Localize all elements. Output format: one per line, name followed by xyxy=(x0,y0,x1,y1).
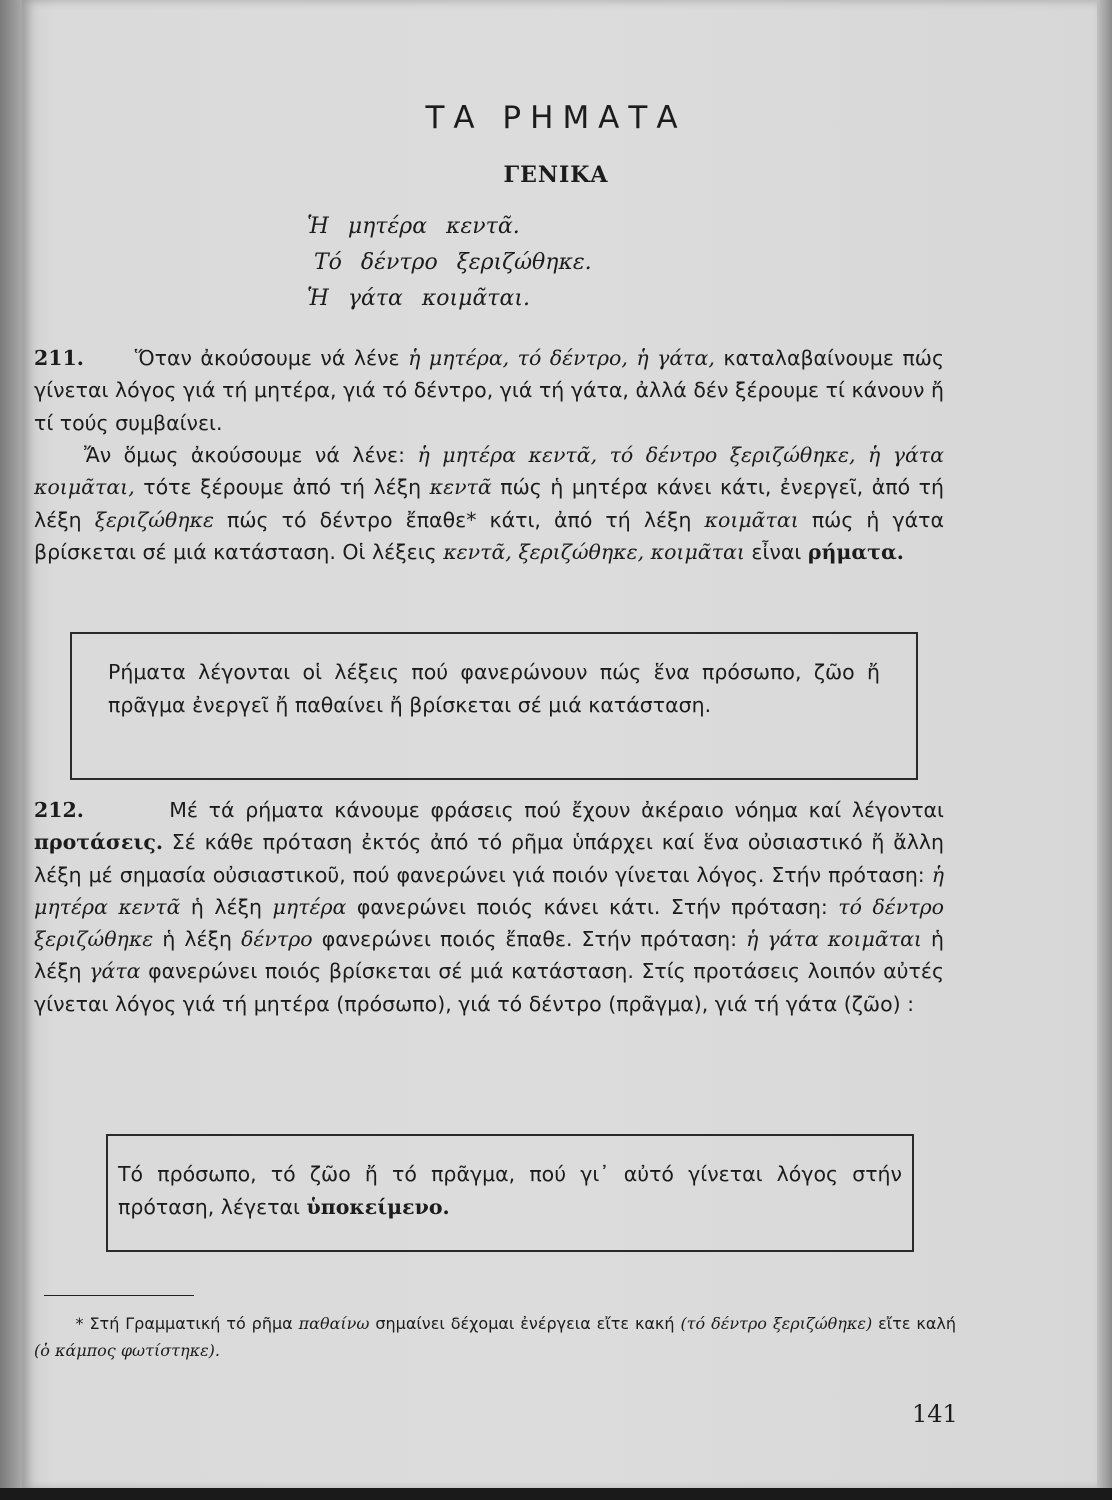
italic-run: κεντᾶ xyxy=(429,475,492,500)
italic-run: γάτα xyxy=(89,959,141,984)
bold-term: προτάσεις. xyxy=(34,830,163,855)
footnote-rule xyxy=(44,1295,194,1296)
italic-run: δέντρο xyxy=(241,927,313,952)
paragraph-212 xyxy=(34,794,944,1020)
text-run: Μέ τά ρήματα κάνουμε φράσεις πού ἔχουν ἀκέραιο νόημα καί λέγονται xyxy=(169,798,944,822)
text-run: * Στή Γραμματική τό ρῆμα xyxy=(75,1314,299,1333)
text-run: ἡ λέξη xyxy=(153,927,242,952)
italic-run: μητέρα xyxy=(272,894,347,919)
text-run: καταλαβαίνουμε πώς γίνεται λόγος γιά τή μητέρα, γιά τό δέντρο, γιά τή γάτα, ἀλλά δέν ξέρουμε τί κάνουν ἤ τί τούς συμβαίνει. xyxy=(34,346,944,435)
paragraph-211-continued xyxy=(34,439,944,568)
example-sentence-3: Ἡ γάτα κοιμᾶται. xyxy=(307,286,530,311)
page-number: 141 xyxy=(912,1400,958,1428)
text-run: Ὅταν ἀκούσουμε νά λένε xyxy=(134,346,409,370)
section-subtitle: ΓΕΝΙΚΑ xyxy=(503,162,609,188)
definition-text: Ρήματα λέγονται οἱ λέξεις πού φανερώνουν πώς ἕνα πρόσωπο, ζῶο ἤ πρᾶγμα ἐνεργεῖ ἤ παθαίνει ἤ βρίσκεται σέ μιά κατάσταση. xyxy=(108,660,880,717)
example-sentence-1: Ἡ μητέρα κεντᾶ. xyxy=(307,214,520,239)
text-run: ἡ λέξη xyxy=(180,894,273,919)
text-run: εἶναι xyxy=(744,539,808,564)
paragraph-211 xyxy=(34,342,944,439)
text-run: πώς ἡ γάτα βρίσκεται σέ μιά κατάσταση. Οἱ λέξεις xyxy=(34,507,944,564)
italic-run: ξεριζώθηκε xyxy=(94,507,214,532)
bold-term: ὑποκείμενο. xyxy=(306,1194,450,1219)
page-bottom-edge xyxy=(0,1488,1112,1500)
book-spine-shadow xyxy=(0,0,22,1500)
text-run: εἴτε καλή xyxy=(872,1314,956,1333)
text-run: φανερώνει ποιός βρίσκεται σέ μιά κατάσταση. Στίς προτάσεις λοιπόν αὐτές γίνεται λόγος γιά τή μητέρα (πρόσωπο), γιά τό δέντρο (πρᾶγμα), γιά τή γάτα (ζῶο) : xyxy=(34,959,944,1016)
italic-run: ἡ μητέρα, τό δέντρο, ἡ γάτα, xyxy=(408,346,715,370)
italic-run: (τό δέντρο ξεριζώθηκε) xyxy=(680,1314,873,1333)
italic-run: τό δέντρο ξεριζώθηκε xyxy=(34,894,944,952)
text-run: Ἄν ὅμως ἀκούσουμε νά λένε: xyxy=(84,443,418,467)
paragraph-number-211: 211. xyxy=(34,346,84,370)
italic-run: (ὁ κάμπος φωτίστηκε). xyxy=(34,1341,220,1360)
page-right-edge xyxy=(1097,0,1112,1500)
definition-box-subject xyxy=(106,1134,914,1252)
chapter-title: ΤΑ ΡΗΜΑΤΑ xyxy=(425,100,687,136)
text-run: πώς τό δέντρο ἔπαθε* κάτι, ἀπό τή λέξη xyxy=(213,507,705,532)
text-run: Τό πρόσωπο, τό ζῶο ἤ τό πρᾶγμα, πού γι᾽ αὐτό γίνεται λόγος στήν πρόταση, λέγεται xyxy=(118,1162,902,1219)
italic-run: ἡ μητέρα κεντᾶ, τό δέντρο ξεριζώθηκε, ἡ γάτα κοιμᾶται, xyxy=(34,443,944,500)
text-run: πώς ἡ μητέρα κάνει κάτι, ἐνεργεῖ, ἀπό τή λέξη xyxy=(34,475,944,532)
italic-run: ἡ μητέρα κεντᾶ xyxy=(34,862,944,919)
text-run: ἡ λέξη xyxy=(34,927,945,984)
footnote xyxy=(34,1310,956,1364)
definition-box-verbs xyxy=(70,632,918,780)
text-run: Σέ κάθε πρόταση ἐκτός ἀπό τό ρῆμα ὑπάρχει καί ἕνα οὐσιαστικό ἤ ἄλλη λέξη μέ σημασία οὐσιαστικοῦ, πού φανερώνει γιά ποιόν γίνεται λόγος. Στήν πρόταση: xyxy=(34,830,944,887)
text-run: φανερώνει ποιός κάνει κάτι. Στήν πρόταση: xyxy=(346,894,839,919)
italic-run: κοιμᾶται xyxy=(704,507,799,532)
bold-term: ρήματα. xyxy=(807,539,904,564)
text-run: φανερώνει ποιός ἔπαθε. Στήν πρόταση: xyxy=(312,927,747,952)
italic-run: κεντᾶ, ξεριζώθηκε, κοιμᾶται xyxy=(443,539,745,564)
italic-run: παθαίνω xyxy=(298,1314,370,1333)
text-run: σημαίνει δέχομαι ἐνέργεια εἴτε κακή xyxy=(369,1314,681,1333)
paragraph-number-212: 212. xyxy=(34,798,84,822)
definition-text xyxy=(118,1158,902,1223)
example-sentence-2: Τό δέντρο ξεριζώθηκε. xyxy=(314,250,592,275)
text-run: τότε ξέρουμε ἀπό τή λέξη xyxy=(134,475,430,500)
italic-run: ἡ γάτα κοιμᾶται xyxy=(746,927,922,952)
